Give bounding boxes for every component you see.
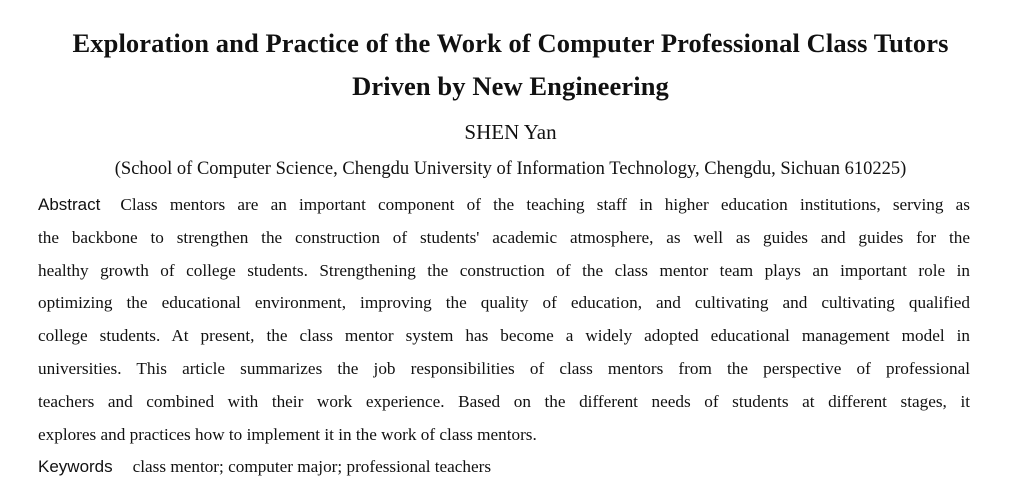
abstract-line: teachers and combined with their work experience. Based on the different needs of students at different stages, it: [38, 392, 970, 411]
abstract-line: explores and practices how to implement it in the work of class mentors.: [38, 425, 537, 444]
abstract-line: universities. This article summarizes the job responsibilities of class mentors from the perspective of professional: [38, 359, 970, 378]
abstract-line: optimizing the educational environment, improving the quality of education, and cultivating and cultivating qualified: [38, 293, 970, 312]
abstract-line: [38, 193, 970, 217]
keywords-text: class mentor; computer major; professional teachers: [132, 457, 492, 476]
paper-title-line-2: Driven by New Engineering: [352, 71, 669, 101]
author-name: SHEN Yan: [464, 120, 557, 144]
abstract-line: college students. At present, the class mentor system has become a widely adopted educational management model in: [38, 326, 970, 345]
abstract-label: Abstract: [38, 195, 101, 214]
keywords-label: Keywords: [38, 457, 113, 476]
author-affiliation: (School of Computer Science, Chengdu University of Information Technology, Chengdu, Sichuan 610225): [114, 159, 907, 179]
paper-title-line-1: Exploration and Practice of the Work of Computer Professional Class Tutors: [72, 28, 949, 58]
keywords-section: [38, 455, 491, 479]
abstract-line: the backbone to strengthen the construction of students' academic atmosphere, as well as guides and guides for the: [38, 228, 970, 247]
abstract-line: healthy growth of college students. Strengthening the construction of the class mentor team plays an important role in: [38, 261, 970, 280]
abstract-text: Class mentors are an important component of the teaching staff in higher education institutions, serving as: [120, 195, 970, 214]
